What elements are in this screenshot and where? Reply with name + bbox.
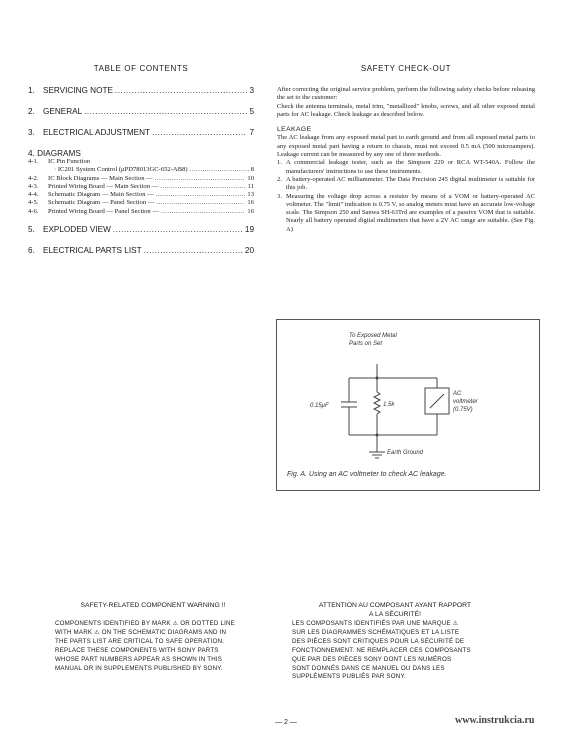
warning-en-title: SAFETY-RELATED COMPONENT WARNING !!	[80, 602, 226, 609]
safety-checkout-text	[277, 86, 535, 234]
table-of-contents	[28, 86, 254, 255]
method-item: 3. Measuring the voltage drop across a resistor by means of a VOM or battery-operated AC voltmeter. The "limit" indication is 0.75 V, so analog meters must have an accurate low-voltage scale. The Simpson 250 and Sanwa SH-63Trd are examples of a passive VOM that is suitable. Nearly all battery operated digital multimeters that have a 2V AC range are suitable. (See Fig. A)	[277, 192, 535, 233]
toc-subentry[interactable]: 4-2. IC Block Diagrams — Main Section — ..... 10	[28, 175, 254, 183]
figure-a	[276, 319, 540, 491]
method-item: 1. A commercial leakage tester, such as the Simpson 229 or RCA WT-540A. Follow the manufacturers' instructions to use these instruments.	[277, 159, 535, 175]
safety-intro-2: Check the antenna terminals, metal trim, "metallized" knobs, screws, and all other exposed metal parts for AC leakage. Check leakage as described below.	[277, 102, 535, 118]
toc-entry[interactable]: 1. SERVICING NOTE ..... 3	[28, 86, 254, 95]
figure-caption: Fig. A. Using an AC voltmeter to check AC leakage.	[287, 471, 447, 478]
label-earth-ground: Earth Ground	[387, 450, 424, 456]
label-resistor: 1.5k	[383, 402, 395, 408]
warning-fr-body: LES COMPOSANTS IDENTIFIÉS PAR UNE MARQUE ⚠ SUR LES DIAGRAMMES SCHÉMATIQUES ET LA LISTE DES PIÈCES SONT CRITIQUES POUR LA SÉCURITÉ DE FONCTIONNEMENT. NE REMPLACER CES COMPOSANTS QUE PAR DES PIÈCES SONY DONT LES NUMÉROS SONT DONNÉS DANS CE MANUEL OU DANS LES SUPPLÉMENTS PUBLIÉS PAR SONY.	[292, 620, 471, 681]
method-item: 2. A battery-operated AC milliammeter. The Data Precision 245 digital multimeter is suitable for this job.	[277, 175, 535, 192]
safety-intro: After correcting the original service problem, perform the following safety checks before releasing the set to the customer:	[277, 86, 535, 102]
toc-diagrams-header: 4. DIAGRAMS	[28, 149, 81, 158]
toc-subentry[interactable]: 4-5. Schematic Diagram — Panel Section — ..... 16	[28, 199, 254, 207]
toc-diagrams-list	[28, 158, 254, 216]
toc-entry[interactable]: 3. ELECTRICAL ADJUSTMENT ..... 7	[28, 128, 254, 137]
watermark: www.instrukcia.ru	[455, 715, 535, 726]
toc-subentry[interactable]: 4-3. Printed Wiring Board — Main Section — ..... 11	[28, 183, 254, 191]
label-capacitor: 0.15μF	[310, 403, 329, 409]
toc-title: TABLE OF CONTENTS	[93, 64, 189, 73]
label-exposed-metal: To Exposed Metal	[349, 333, 397, 339]
toc-entry[interactable]: 6. ELECTRICAL PARTS LIST ..... 20	[28, 246, 254, 255]
warning-fr-title: ATTENTION AU COMPOSANT AYANT RAPPORT A LA SÉCURITÉ!	[318, 602, 472, 618]
toc-subentry[interactable]: 4-4. Schematic Diagram — Main Section — ..... 13	[28, 191, 254, 199]
toc-subentry[interactable]: 4-6. Printed Wiring Board — Panel Section — ..... 16	[28, 208, 254, 216]
label-ac: AC	[453, 391, 462, 397]
leakage-text: The AC leakage from any exposed metal part to earth ground and from all exposed metal parts to any exposed metal part having a return to chassis, must not exceed 0.5 mA (500 microampers). Leakage current can be measured by any one of three methods.	[277, 134, 535, 159]
page-number: — 2 —	[275, 719, 297, 726]
label-voltage: (0.75V)	[453, 407, 473, 413]
warning-en-body: COMPONENTS IDENTIFIED BY MARK ⚠ OR DOTTED LINE WITH MARK ⚠ ON THE SCHEMATIC DIAGRAMS AND IN THE PARTS LIST ARE CRITICAL TO SAFE OPERATION. REPLACE THESE COMPONENTS WITH SONY PARTS WHOSE PART NUMBERS APPEAR AS SHOWN IN THIS MANUAL OR IN SUPPLEMENTS PUBLISHED BY SONY.	[55, 620, 235, 672]
toc-entry[interactable]: 2. GENERAL ..... 5	[28, 107, 254, 116]
toc-entry[interactable]: 5. EXPLODED VIEW ..... 19	[28, 225, 254, 234]
toc-subentry[interactable]: 4-1. IC Pin Function	[28, 158, 91, 165]
toc-subentry[interactable]: · IC201 System Control (μPD78013GC-652-AB8) ..... 8	[28, 166, 254, 174]
label-voltmeter: voltmeter	[453, 399, 478, 405]
safety-title: SAFETY CHECK-OUT	[360, 64, 452, 73]
label-parts-on-set: Parts on Set	[349, 341, 383, 347]
ac-voltmeter-schematic	[277, 320, 539, 490]
leakage-title: LEAKAGE	[277, 126, 312, 134]
